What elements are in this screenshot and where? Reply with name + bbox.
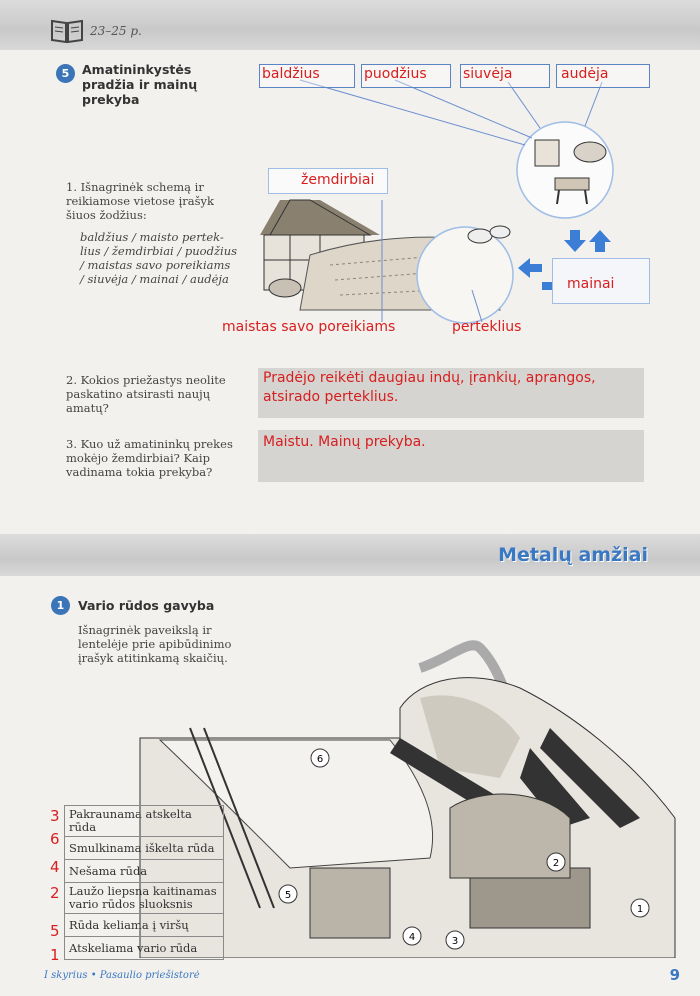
answer-puodzius: puodžius [364,66,427,82]
table-answer: 1 [50,946,60,964]
answer-q2: Pradėjo reikėti daugiau indų, įrankių, aprangos, atsirado perteklius. [263,370,596,405]
table-row: Laužo liepsna kaitinamas vario rūdos sluoksnis [65,883,224,914]
table-answer: 5 [50,922,60,940]
answer-q3: Maistu. Mainų prekyba. [263,434,426,450]
answer-siuveja: siuvėja [463,66,513,82]
task-title: Amatininkystės pradžia ir mainų prekyba [82,62,198,107]
table-row: Rūda keliama į viršų [65,914,224,937]
footer-chapter: I skyrius • Pasaulio priešistorė [44,970,200,981]
table-answer: 3 [50,807,60,825]
task-number-badge: 1 [51,596,70,615]
answer-zemdirbiai: žemdirbiai [301,172,375,188]
question-3: 3. Kuo už amatininkų prekes mokėjo žemdirbiai? Kaip vadinama tokia prekyba? [66,437,233,479]
table-row: Atskeliama vario rūda [65,937,224,960]
question-2: 2. Kokios priežastys neolite paskatino atsirasti naujų amatų? [66,373,226,415]
answer-mainai: mainai [567,276,615,292]
marker-5: 5 [284,890,292,901]
section-title: Metalų amžiai [498,544,648,566]
marker-6: 6 [316,754,324,765]
marker-3: 3 [451,936,459,947]
task-number-badge: 5 [56,64,75,83]
answer-perteklius: perteklius [452,319,522,335]
page-number: 9 [669,966,680,984]
answer-audeja: audėja [561,66,609,82]
answer-maistas: maistas savo poreikiams [222,319,396,335]
word-list: baldžius / maisto pertek- lius / žemdirbiai / puodžius / maistas savo poreikiams / siuvėja / mainai / audėja [80,230,238,286]
task-title: Vario rūdos gavyba [78,598,215,613]
answer-baldzius: baldžius [262,66,320,82]
question-1: 1. Išnagrinėk schemą ir reikiamose vietose įrašyk šiuos žodžius: [66,180,214,222]
page-reference: 23–25 p. [90,24,142,38]
table-answer: 4 [50,858,60,876]
table-row: Pakraunama atskelta rūda [65,806,224,837]
marker-2: 2 [552,858,560,869]
table-answer: 6 [50,830,60,848]
table-row: Nešama rūda [65,860,224,883]
table-answer: 2 [50,884,60,902]
book-icon [50,18,84,44]
table-row: Smulkinama iškelta rūda [65,837,224,860]
task-instructions: Išnagrinėk paveikslą ir lentelėje prie apibūdinimo įrašyk atitinkamą skaičių. [78,623,232,665]
marker-4: 4 [408,932,416,943]
description-table [64,805,224,960]
marker-1: 1 [636,904,644,915]
